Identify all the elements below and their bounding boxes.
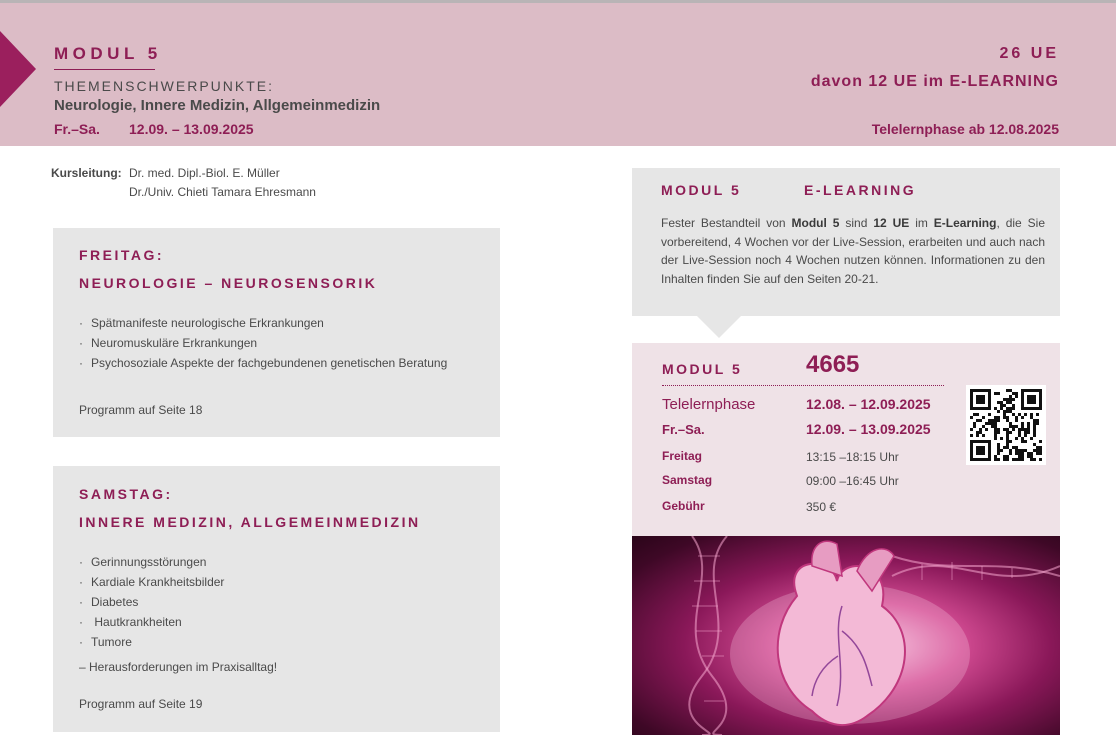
- kursleitung-name: Dr./Univ. Chieti Tamara Ehresmann: [129, 185, 316, 199]
- info-label: Samstag: [662, 473, 713, 487]
- info-module: MODUL 5: [662, 361, 743, 377]
- friday-title: FREITAG:: [79, 247, 165, 263]
- saturday-note: – Herausforderungen im Praxisalltag!: [79, 660, 278, 674]
- module-title: MODUL 5: [54, 44, 162, 63]
- list-item: · Diabetes: [79, 595, 139, 609]
- list-item: · Gerinnungsstörungen: [79, 555, 207, 569]
- ue-elearning: davon 12 UE im E-LEARNING: [810, 73, 1059, 90]
- header-days: Fr.–Sa.: [54, 121, 100, 137]
- info-value: 12.09. – 13.09.2025: [806, 421, 931, 437]
- elearning-kind: E-LEARNING: [804, 182, 917, 198]
- dotted-divider: [662, 385, 944, 386]
- list-item: · Spätmanifeste neurologische Erkrankungen: [79, 316, 324, 330]
- friday-box: [53, 228, 500, 437]
- info-value: 09:00 –16:45 Uhr: [806, 474, 899, 488]
- saturday-topic: INNERE MEDIZIN, ALLGEMEINMEDIZIN: [79, 514, 421, 530]
- ue-total: 26 UE: [999, 45, 1059, 62]
- info-label: Freitag: [662, 449, 703, 463]
- module-info-box: [632, 343, 1060, 536]
- saturday-program-ref: Programm auf Seite 19: [79, 697, 203, 711]
- info-value: 12.08. – 12.09.2025: [806, 396, 931, 412]
- info-label: Telelernphase: [662, 396, 756, 413]
- friday-program-ref: Programm auf Seite 18: [79, 403, 203, 417]
- friday-topic: NEUROLOGIE – NEUROSENSORIK: [79, 275, 378, 291]
- saturday-box: [53, 466, 500, 732]
- saturday-title: SAMSTAG:: [79, 486, 173, 502]
- course-number: 4665: [806, 351, 860, 378]
- down-pointer-icon: [697, 316, 741, 338]
- module-title-underline: [54, 69, 155, 70]
- list-item: · Psychosoziale Aspekte der fachgebundenen genetischen Beratung: [79, 356, 448, 370]
- module-header: [0, 3, 1116, 146]
- list-item: · Hautkrankheiten: [79, 615, 182, 629]
- header-arrow-icon: [0, 31, 36, 107]
- elearning-box: [632, 168, 1060, 316]
- kursleitung-name: Dr. med. Dipl.-Biol. E. Müller: [129, 166, 280, 180]
- kursleitung-label: Kursleitung:: [51, 166, 122, 180]
- info-value: 13:15 –18:15 Uhr: [806, 450, 899, 464]
- themes-label: THEMENSCHWERPUNKTE:: [54, 78, 275, 94]
- list-item: · Kardiale Krankheitsbilder: [79, 575, 225, 589]
- elearning-module: MODUL 5: [661, 182, 742, 198]
- heart-illustration: [632, 536, 1060, 735]
- info-label: Gebühr: [662, 499, 705, 513]
- list-item: · Neuromuskuläre Erkrankungen: [79, 336, 258, 350]
- list-item: · Tumore: [79, 635, 132, 649]
- telelearning-phase-start: Telelernphase ab 12.08.2025: [871, 121, 1059, 137]
- info-label: Fr.–Sa.: [662, 422, 705, 437]
- info-value: 350 €: [806, 500, 837, 514]
- elearning-description: Fester Bestandteil von Modul 5 sind 12 UE im E-Learning, die Sie vorbereitend, 4 Wochen vor der Live-Session, erarbeiten und auch nach der Live-Session noch 4 Wochen nutzen können. Informationen zu den Inhalten finden Sie auf den Seiten 20-21.: [661, 216, 1045, 286]
- themes-value: Neurologie, Innere Medizin, Allgemeinmedizin: [54, 97, 381, 114]
- header-date-range: 12.09. – 13.09.2025: [129, 121, 254, 137]
- qr-code-icon[interactable]: [966, 385, 1046, 465]
